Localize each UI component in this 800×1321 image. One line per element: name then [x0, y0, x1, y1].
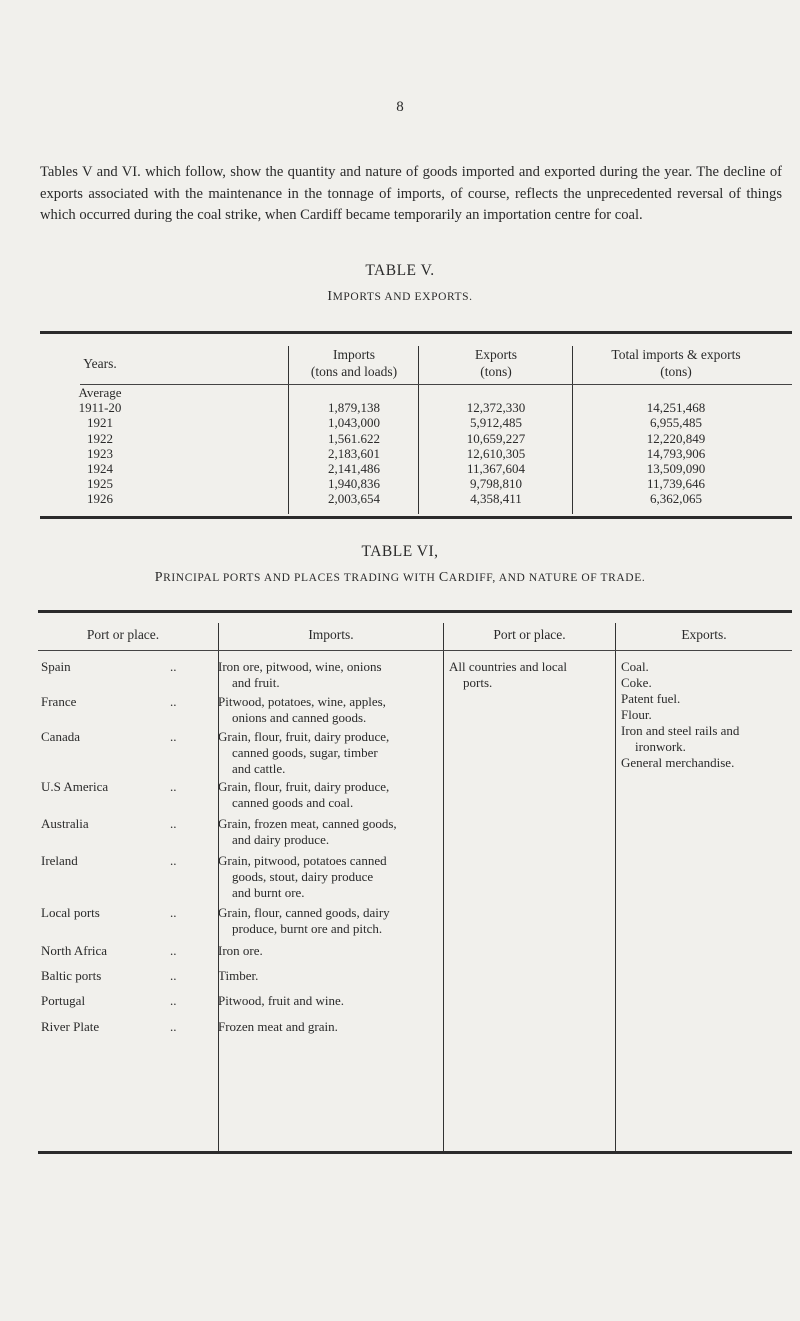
leader-dots: .. [170, 779, 177, 794]
table6-subtitle: PRINCIPAL PORTS AND PLACES TRADING WITH CARDIFF, AND NATURE OF TRADE. [154, 570, 646, 585]
year-cell: 1921 [87, 415, 113, 431]
trading-ports-table [38, 610, 792, 1154]
imports-cell: Pitwood, fruit and wine. [218, 993, 345, 1008]
exports-cell: 9,798,810 [470, 476, 522, 492]
imports-cell: 1,561.622 [328, 430, 380, 446]
imports-cell: Grain, frozen meat, canned goods, and dairy produce. [218, 816, 397, 847]
total-cell: 13,509,090 [646, 461, 706, 476]
table5-subtitle [0, 289, 800, 305]
imports-cell: 1,043,000 [328, 415, 380, 431]
header-total: Total imports & exports (tons) [611, 347, 741, 379]
year-cell: 1925 [87, 476, 113, 492]
imports-cell: Grain, flour, canned goods, dairy produce, burnt ore and pitch. [218, 905, 390, 936]
leader-dots: .. [170, 905, 177, 920]
place-cell: France [41, 694, 77, 709]
export-item: Coke. [621, 675, 652, 690]
place-cell: Canada [41, 729, 80, 744]
total-column [573, 385, 779, 507]
place-cell: Ireland [41, 853, 78, 868]
total-cell: 14,793,906 [646, 445, 706, 461]
column-divider [615, 623, 616, 1151]
imports-cell: 2,141,486 [328, 461, 380, 476]
place-cell: North Africa [41, 943, 108, 958]
exports-cell: 4,358,411 [470, 491, 522, 507]
export-destinations-cell: All countries and local ports. [449, 659, 568, 690]
total-cell: 6,362,065 [650, 491, 702, 507]
header-port-imports: Port or place. [86, 627, 160, 642]
place-cell: Baltic ports [41, 968, 102, 983]
table6-title: TABLE VI, [361, 543, 439, 560]
imports-cell: Grain, flour, fruit, dairy produce, canned goods, sugar, timber and cattle. [218, 729, 390, 776]
header-rule [38, 650, 792, 651]
table5-title: TABLE V. [365, 262, 435, 279]
imports-cell: Frozen meat and grain. [218, 1019, 338, 1034]
years-column [40, 385, 160, 507]
header-port-exports: Port or place. [493, 627, 566, 642]
leader-dots: .. [170, 968, 177, 983]
imports-exports-table [40, 331, 792, 519]
total-cell: 12,220,849 [646, 430, 706, 446]
imports-cell: 2,003,654 [328, 491, 380, 507]
total-cell: 14,251,468 [646, 400, 706, 416]
year-cell: 1911-20 [78, 400, 122, 416]
export-item: Iron and steel rails and [621, 723, 740, 738]
export-item: ironwork. [635, 739, 686, 754]
export-item: Coal. [621, 659, 649, 674]
table5-subtitle-rest: MPORTS AND EXPORTS. [332, 291, 473, 303]
exports-cell: 5,912,485 [470, 415, 522, 431]
imports-cell: Iron ore, pitwood, wine, onions and fruit. [218, 659, 382, 690]
leader-dots: .. [170, 1019, 177, 1034]
leader-dots: .. [170, 853, 177, 868]
leader-dots: .. [170, 993, 177, 1008]
place-cell: U.S America [41, 779, 109, 794]
place-cell: Portugal [41, 993, 86, 1008]
leader-dots: .. [170, 659, 177, 674]
leader-dots: .. [170, 816, 177, 831]
imports-cell: 2,183,601 [328, 445, 380, 461]
place-cell: Australia [41, 816, 89, 831]
table5-subtitle-initial: I [327, 289, 333, 304]
place-cell: Local ports [41, 905, 100, 920]
header-exports: Exports (tons) [475, 347, 517, 379]
exports-cell: 10,659,227 [466, 430, 526, 446]
imports-cell: 1,879,138 [328, 400, 380, 416]
imports-cell: Timber. [218, 968, 259, 983]
leader-dots: .. [170, 943, 177, 958]
header-years: Years. [83, 356, 117, 371]
header-exports: Exports. [681, 627, 727, 642]
exports-list-cell [621, 659, 796, 771]
imports-cell: Pitwood, potatoes, wine, apples, onions and canned goods. [218, 694, 386, 725]
total-cell: 6,955,485 [650, 415, 702, 431]
imports-cell: Grain, pitwood, potatoes canned goods, stout, dairy produce and burnt ore. [218, 853, 387, 900]
imports-cell: Grain, flour, fruit, dairy produce, canned goods and coal. [218, 779, 390, 810]
exports-cell: 11,367,604 [466, 461, 526, 476]
year-cell: 1924 [87, 461, 113, 477]
total-cell: 11,739,646 [646, 476, 706, 492]
year-cell: 1923 [87, 445, 113, 461]
leader-dots: .. [170, 694, 177, 709]
place-cell: Spain [41, 659, 71, 674]
exports-cell: 12,610,305 [466, 445, 526, 461]
year-cell: 1926 [87, 491, 113, 507]
export-item: Patent fuel. [621, 691, 681, 706]
export-item: General merchandise. [621, 755, 735, 770]
intro-paragraph: Tables V and VI. which follow, show the quantity and nature of goods imported and exported during the year. The decline of exports associated with the maintenance in the tonnage of imports, of course, reflects the unprecedented reversal of things which occurred during the coal strike, when Cardiff became temporarily an importation centre for coal. [40, 164, 782, 223]
exports-column [419, 385, 573, 507]
year-cell: 1922 [87, 430, 113, 446]
leader-dots: .. [170, 729, 177, 744]
page-number: 8 [396, 99, 404, 115]
export-item: Flour. [621, 707, 652, 722]
exports-cell: 12,372,330 [466, 400, 526, 416]
header-imports: Imports (tons and loads) [310, 347, 398, 379]
average-label: Average [78, 385, 122, 400]
place-cell: River Plate [41, 1019, 100, 1034]
imports-cell: 1,940,836 [328, 476, 380, 492]
header-imports: Imports. [308, 627, 354, 642]
imports-cell: Iron ore. [218, 943, 263, 958]
imports-column [289, 385, 419, 507]
